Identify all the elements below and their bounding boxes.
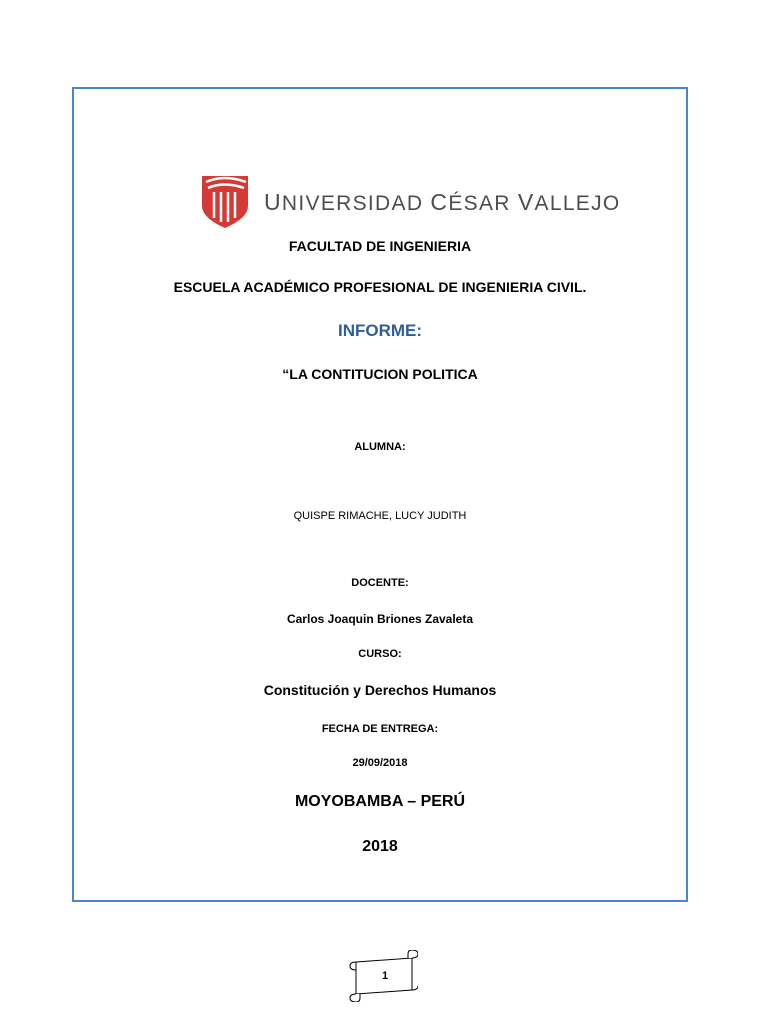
student-name: QUISPE RIMACHE, LUCY JUDITH [293,510,467,522]
teacher-name: Carlos Joaquin Briones Zavaleta [286,612,474,626]
page-number: 1 [381,970,389,982]
student-label: ALUMNA: [354,441,406,453]
course-label: CURSO: [358,648,402,660]
school-name: ESCUELA ACADÉMICO PROFESIONAL DE INGENIERIA CIVIL. [173,279,587,295]
university-name: UNIVERSIDAD CÉSAR VALLEJO [264,189,621,215]
teacher-label: DOCENTE: [351,577,409,589]
report-title: “LA CONTITUCION POLITICA [282,366,478,382]
delivery-date-value: 29/09/2018 [352,757,408,769]
city-country: MOYOBAMBA – PERÚ [294,793,466,810]
year: 2018 [362,838,398,855]
faculty-name: FACULTAD DE INGENIERIA [288,238,472,254]
shield-logo-icon [200,172,254,232]
course-name: Constitución y Derechos Humanos [263,682,497,698]
report-label: INFORME: [337,321,423,340]
delivery-date-label: FECHA DE ENTREGA: [321,723,439,735]
university-logo [200,172,621,232]
